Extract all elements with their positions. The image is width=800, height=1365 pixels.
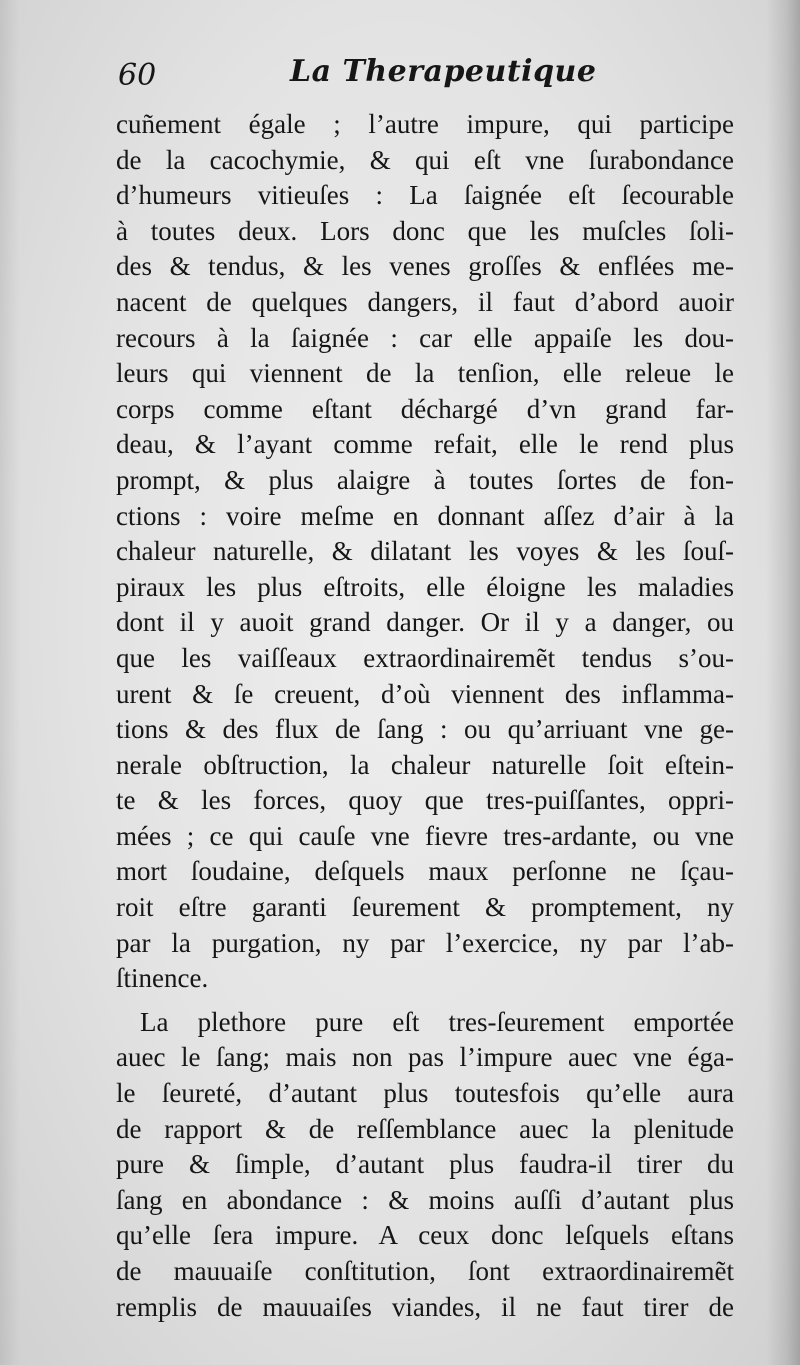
text-line: d’humeurs vitieuſes : La ſaignée eſt ſecourable xyxy=(116,180,734,211)
text-line: de la cacochymie, & qui eſt vne ſurabondance xyxy=(116,144,734,175)
text-line: cuñement égale ; l’autre impure, qui participe xyxy=(116,109,734,139)
paragraph xyxy=(116,107,734,997)
text-line: roit eſtre garanti ſeurement & promptement, ny xyxy=(116,892,734,923)
text-line: de rapport & de reſſemblance auec la plenitude xyxy=(116,1113,734,1144)
page-number: 60 xyxy=(118,58,157,93)
text-line: corps comme eſtant déchargé d’vn grand far- xyxy=(116,393,734,424)
text-line: leurs qui viennent de la tenſion, elle releue le xyxy=(116,358,734,389)
text-line: urent & ſe creuent, d’où viennent des inflamma- xyxy=(116,678,734,709)
text-line: remplis de mauuaiſes viandes, il ne faut tirer de xyxy=(116,1291,734,1322)
text-line: à toutes deux. Lors donc que les muſcles ſoli- xyxy=(116,215,734,246)
text-line: recours à la ſaignée : car elle appaiſe les dou- xyxy=(116,322,734,353)
text-line: par la purgation, ny par l’exercice, ny par l’ab- xyxy=(116,927,734,958)
text-line: auec le ſang; mais non pas l’impure auec vne éga- xyxy=(116,1042,734,1073)
paragraph xyxy=(116,1005,734,1325)
page-gutter-shadow xyxy=(766,0,800,1365)
text-line: ſtinence. xyxy=(116,963,209,994)
text-line: nerale obſtruction, la chaleur naturelle ſoit eſtein- xyxy=(116,749,734,780)
text-line: pure & ſimple, d’autant plus faudra-il tirer du xyxy=(116,1149,734,1180)
running-title: La Therapeutique xyxy=(290,54,597,89)
text-line: mées ; ce qui cauſe vne fievre tres-ardante, ou vne xyxy=(116,820,734,851)
text-line: chaleur naturelle, & dilatant les voyes & les ſouſ- xyxy=(116,536,734,567)
text-line: des & tendus, & les venes groſſes & enflées me- xyxy=(116,251,734,282)
text-line: ctions : voire meſme en donnant aſſez d’air à la xyxy=(116,500,734,531)
text-line: tions & des flux de ſang : ou qu’arriuant vne ge- xyxy=(116,714,734,745)
body-text xyxy=(116,107,734,1325)
paragraph-gap xyxy=(116,997,734,1005)
text-line: que les vaiſſeaux extraordinairemẽt tendus s’ou- xyxy=(116,642,734,673)
text-line: mort ſoudaine, deſquels maux perſonne ne ſçau- xyxy=(116,856,734,887)
text-line: ſang en abondance : & moins auſſi d’autant plus xyxy=(116,1184,734,1215)
text-line: piraux les plus eſtroits, elle éloigne les maladies xyxy=(116,571,734,602)
text-line: nacent de quelques dangers, il faut d’abord auoir xyxy=(116,286,734,317)
text-line: qu’elle ſera impure. A ceux donc leſquels eſtans xyxy=(116,1220,734,1251)
text-line: deau, & l’ayant comme refait, elle le rend plus xyxy=(116,429,734,460)
page-left-shadow xyxy=(0,0,20,1365)
text-line: prompt, & plus alaigre à toutes ſortes de fon- xyxy=(116,464,734,495)
text-line: te & les forces, quoy que tres-puiſſantes, oppri- xyxy=(116,785,734,816)
text-line: dont il y auoit grand danger. Or il y a danger, ou xyxy=(116,607,734,638)
page-header xyxy=(118,52,718,102)
text-line: le ſeureté, d’autant plus toutesfois qu’elle aura xyxy=(116,1078,734,1109)
text-line: La plethore pure eſt tres-ſeurement emportée xyxy=(140,1006,734,1037)
text-line: de mauuaiſe conſtitution, ſont extraordinairemẽt xyxy=(116,1256,734,1286)
